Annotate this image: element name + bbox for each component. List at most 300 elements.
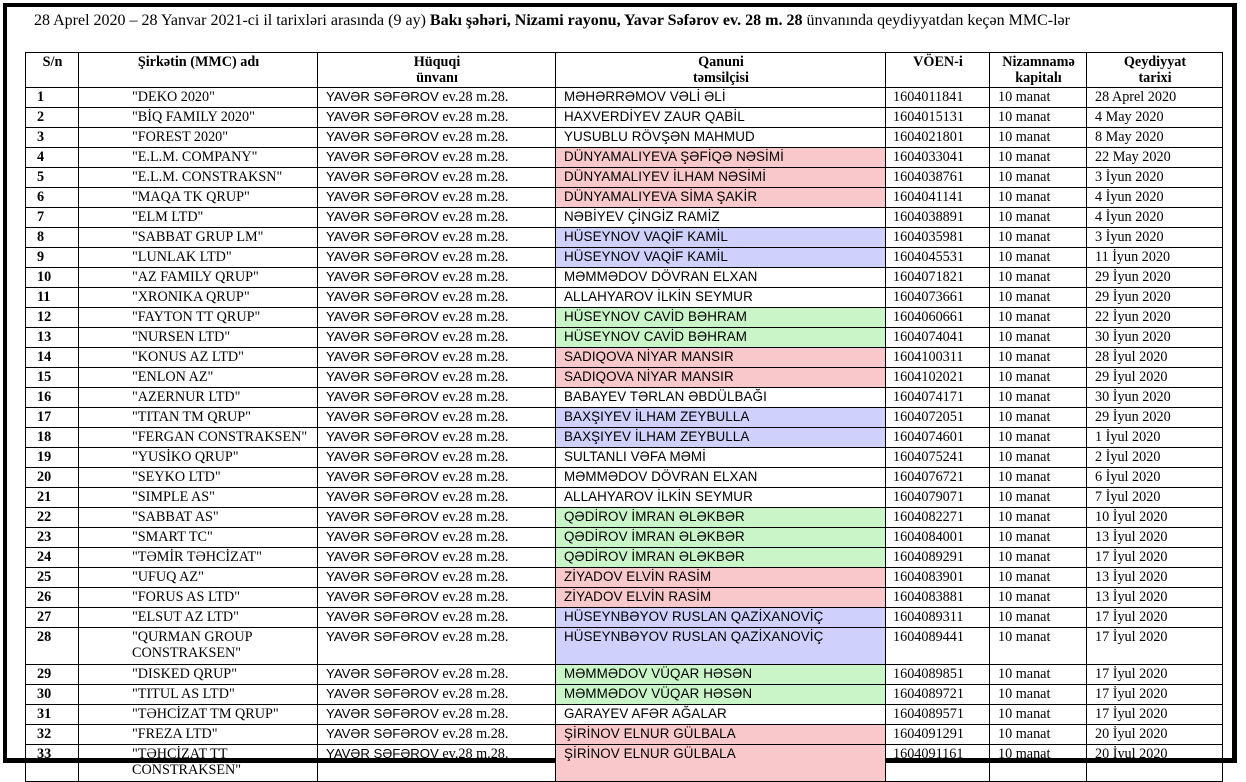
cell-address-number: ev.28 m.28. xyxy=(438,329,509,345)
cell-legal-address xyxy=(318,428,556,448)
header-charter-capital-line2: kapitalı xyxy=(1015,70,1062,86)
table-row xyxy=(26,268,1223,288)
cell-charter-capital: 10 manat xyxy=(990,508,1087,528)
cell-address-street: YAVƏR SƏFƏROV xyxy=(326,209,439,224)
cell-legal-representative: HÜSEYNBƏYOV RUSLAN QAZİXANOVİÇ xyxy=(556,608,886,628)
cell-address-number: ev.28 m.28. xyxy=(438,169,509,185)
cell-address-number: ev.28 m.28. xyxy=(438,149,509,165)
cell-address-number: ev.28 m.28. xyxy=(438,389,509,405)
cell-legal-representative: BABAYEV TƏRLAN ƏBDÜLBAĞI xyxy=(556,388,886,408)
header-legal-address-line2: ünvanı xyxy=(416,70,458,86)
cell-legal-address xyxy=(318,148,556,168)
cell-company-name: "TITUL AS LTD" xyxy=(79,685,318,705)
cell-registration-date: 13 İyul 2020 xyxy=(1087,588,1223,608)
cell-legal-address xyxy=(318,328,556,348)
cell-registration-date: 28 İyul 2020 xyxy=(1087,348,1223,368)
cell-legal-representative: SADIQOVA NİYAR MANSIR xyxy=(556,368,886,388)
table-row xyxy=(26,488,1223,508)
cell-voen: 1604035981 xyxy=(886,228,990,248)
cell-company-name: "FORUS AS LTD" xyxy=(79,588,318,608)
cell-address-street: YAVƏR SƏFƏROV xyxy=(326,489,439,504)
cell-company-name: "TƏHCİZAT TT CONSTRAKSEN" xyxy=(79,745,318,782)
table-row xyxy=(26,148,1223,168)
cell-company-name: "BİQ FAMILY 2020" xyxy=(79,108,318,128)
cell-sn: 9 xyxy=(26,248,79,268)
cell-address-number: ev.28 m.28. xyxy=(438,229,509,245)
cell-charter-capital: 10 manat xyxy=(990,128,1087,148)
table-row xyxy=(26,248,1223,268)
cell-address-street: YAVƏR SƏFƏROV xyxy=(326,109,439,124)
cell-address-number: ev.28 m.28. xyxy=(438,89,509,105)
cell-registration-date: 20 İyul 2020 xyxy=(1087,725,1223,745)
cell-address-number: ev.28 m.28. xyxy=(438,189,509,205)
cell-legal-address xyxy=(318,348,556,368)
cell-registration-date: 3 İyun 2020 xyxy=(1087,168,1223,188)
cell-address-number: ev.28 m.28. xyxy=(438,469,509,485)
cell-sn: 3 xyxy=(26,128,79,148)
cell-voen: 1604083881 xyxy=(886,588,990,608)
cell-address-street: YAVƏR SƏFƏROV xyxy=(326,129,439,144)
cell-voen: 1604089291 xyxy=(886,548,990,568)
cell-address-number: ev.28 m.28. xyxy=(438,549,509,565)
cell-charter-capital: 10 manat xyxy=(990,588,1087,608)
cell-registration-date: 20 İyul 2020 xyxy=(1087,745,1223,782)
cell-charter-capital: 10 manat xyxy=(990,168,1087,188)
cell-registration-date: 13 İyul 2020 xyxy=(1087,528,1223,548)
cell-address-street: YAVƏR SƏFƏROV xyxy=(326,726,439,741)
cell-voen: 1604089571 xyxy=(886,705,990,725)
cell-sn: 18 xyxy=(26,428,79,448)
cell-legal-representative: HÜSEYNOV VAQİF KAMİL xyxy=(556,248,886,268)
cell-address-number: ev.28 m.28. xyxy=(438,569,509,585)
cell-registration-date: 4 İyun 2020 xyxy=(1087,208,1223,228)
header-legal-address-line1: Hüquqi xyxy=(413,54,461,70)
cell-company-name: "YUSİKO QRUP" xyxy=(79,448,318,468)
cell-legal-representative: ALLAHYAROV İLKİN SEYMUR xyxy=(556,488,886,508)
cell-voen: 1604091291 xyxy=(886,725,990,745)
cell-address-number: ev.28 m.28. xyxy=(438,369,509,385)
cell-legal-address xyxy=(318,288,556,308)
cell-address-number: ev.28 m.28. xyxy=(438,686,509,702)
cell-legal-representative: DÜNYAMALIYEVA SİMA ŞAKİR xyxy=(556,188,886,208)
cell-registration-date: 17 İyul 2020 xyxy=(1087,548,1223,568)
cell-sn: 13 xyxy=(26,328,79,348)
cell-sn: 33 xyxy=(26,745,79,782)
cell-address-number: ev.28 m.28. xyxy=(438,726,509,742)
cell-address-number: ev.28 m.28. xyxy=(438,746,509,762)
cell-sn: 2 xyxy=(26,108,79,128)
cell-legal-representative: ŞİRİNOV ELNUR GÜLBALA xyxy=(556,745,886,782)
table-row xyxy=(26,628,1223,665)
cell-address-number: ev.28 m.28. xyxy=(438,409,509,425)
cell-company-name: "KONUS AZ LTD" xyxy=(79,348,318,368)
cell-sn: 31 xyxy=(26,705,79,725)
cell-legal-address xyxy=(318,388,556,408)
cell-address-number: ev.28 m.28. xyxy=(438,429,509,445)
cell-address-street: YAVƏR SƏFƏROV xyxy=(326,549,439,564)
cell-charter-capital: 10 manat xyxy=(990,328,1087,348)
cell-address-number: ev.28 m.28. xyxy=(438,666,509,682)
header-legal-representative-line1: Qanuni xyxy=(698,54,744,70)
cell-legal-address xyxy=(318,128,556,148)
cell-sn: 22 xyxy=(26,508,79,528)
header-voen: VÖEN-i xyxy=(886,53,990,88)
cell-company-name: "E.L.M. COMPANY" xyxy=(79,148,318,168)
cell-legal-representative: SADIQOVA NİYAR MANSIR xyxy=(556,348,886,368)
cell-sn: 12 xyxy=(26,308,79,328)
cell-company-name: "TƏHCİZAT TM QRUP" xyxy=(79,705,318,725)
cell-company-name: "QURMAN GROUP CONSTRAKSEN" xyxy=(79,628,318,665)
cell-address-street: YAVƏR SƏFƏROV xyxy=(326,229,439,244)
cell-company-name: "XRONIKA QRUP" xyxy=(79,288,318,308)
cell-charter-capital: 10 manat xyxy=(990,725,1087,745)
cell-charter-capital: 10 manat xyxy=(990,368,1087,388)
cell-legal-representative: GARAYEV AFƏR AĞALAR xyxy=(556,705,886,725)
cell-legal-representative: HÜSEYNOV CAVİD BƏHRAM xyxy=(556,308,886,328)
cell-company-name: "E.L.M. CONSTRAKSN" xyxy=(79,168,318,188)
page-title xyxy=(34,11,1224,31)
cell-registration-date: 11 İyun 2020 xyxy=(1087,248,1223,268)
cell-voen: 1604089851 xyxy=(886,665,990,685)
cell-company-name: "ELSUT AZ LTD" xyxy=(79,608,318,628)
cell-registration-date: 28 Aprel 2020 xyxy=(1087,88,1223,108)
cell-registration-date: 6 İyul 2020 xyxy=(1087,468,1223,488)
cell-voen: 1604084001 xyxy=(886,528,990,548)
cell-address-street: YAVƏR SƏFƏROV xyxy=(326,666,439,681)
cell-registration-date: 30 İyun 2020 xyxy=(1087,328,1223,348)
cell-charter-capital: 10 manat xyxy=(990,705,1087,725)
table-row xyxy=(26,168,1223,188)
cell-voen: 1604011841 xyxy=(886,88,990,108)
cell-legal-address xyxy=(318,628,556,665)
cell-legal-address xyxy=(318,408,556,428)
cell-company-name: "TƏMİR TƏHCİZAT" xyxy=(79,548,318,568)
cell-sn: 26 xyxy=(26,588,79,608)
cell-registration-date: 13 İyul 2020 xyxy=(1087,568,1223,588)
title-address: Bakı şəhəri, Nizami rayonu, Yavər Səfərov ev. 28 m. 28 xyxy=(429,12,803,29)
cell-legal-representative: HÜSEYNBƏYOV RUSLAN QAZİXANOVİÇ xyxy=(556,628,886,665)
cell-charter-capital: 10 manat xyxy=(990,248,1087,268)
cell-address-number: ev.28 m.28. xyxy=(438,509,509,525)
table-row xyxy=(26,528,1223,548)
table-row xyxy=(26,568,1223,588)
cell-legal-address xyxy=(318,248,556,268)
cell-sn: 20 xyxy=(26,468,79,488)
cell-address-number: ev.28 m.28. xyxy=(438,706,509,722)
cell-address-number: ev.28 m.28. xyxy=(438,289,509,305)
cell-company-name: "FREZA LTD" xyxy=(79,725,318,745)
cell-legal-address xyxy=(318,725,556,745)
cell-legal-address xyxy=(318,188,556,208)
table-row xyxy=(26,685,1223,705)
cell-registration-date: 17 İyul 2020 xyxy=(1087,705,1223,725)
cell-legal-representative: BAXŞIYEV İLHAM ZEYBULLA xyxy=(556,428,886,448)
cell-sn: 21 xyxy=(26,488,79,508)
cell-voen: 1604074041 xyxy=(886,328,990,348)
header-legal-representative xyxy=(556,53,886,88)
cell-company-name: "FOREST 2020" xyxy=(79,128,318,148)
cell-address-street: YAVƏR SƏFƏROV xyxy=(326,189,439,204)
cell-legal-representative: MƏMMƏDOV DÖVRAN ELXAN xyxy=(556,268,886,288)
cell-company-name: "LUNLAK LTD" xyxy=(79,248,318,268)
cell-legal-representative: SULTANLI VƏFA MƏMİ xyxy=(556,448,886,468)
cell-charter-capital: 10 manat xyxy=(990,448,1087,468)
cell-registration-date: 29 İyun 2020 xyxy=(1087,408,1223,428)
cell-sn: 24 xyxy=(26,548,79,568)
cell-sn: 14 xyxy=(26,348,79,368)
cell-legal-representative: QƏDİROV İMRAN ƏLƏKBƏR xyxy=(556,548,886,568)
cell-legal-address xyxy=(318,665,556,685)
table-row xyxy=(26,368,1223,388)
cell-charter-capital: 10 manat xyxy=(990,348,1087,368)
cell-charter-capital: 10 manat xyxy=(990,288,1087,308)
header-registration-date xyxy=(1087,53,1223,88)
cell-legal-address xyxy=(318,108,556,128)
cell-voen: 1604021801 xyxy=(886,128,990,148)
cell-address-street: YAVƏR SƏFƏROV xyxy=(326,569,439,584)
table-row xyxy=(26,508,1223,528)
cell-charter-capital: 10 manat xyxy=(990,665,1087,685)
cell-legal-representative: DÜNYAMALIYEV İLHAM NƏSİMİ xyxy=(556,168,886,188)
cell-company-name: "FAYTON TT QRUP" xyxy=(79,308,318,328)
cell-charter-capital: 10 manat xyxy=(990,608,1087,628)
cell-legal-representative: HÜSEYNOV CAVİD BƏHRAM xyxy=(556,328,886,348)
table-row xyxy=(26,328,1223,348)
cell-legal-address xyxy=(318,488,556,508)
cell-company-name: "SABBAT AS" xyxy=(79,508,318,528)
companies-table xyxy=(25,52,1223,782)
cell-registration-date: 17 İyul 2020 xyxy=(1087,628,1223,665)
cell-registration-date: 17 İyul 2020 xyxy=(1087,665,1223,685)
cell-sn: 4 xyxy=(26,148,79,168)
cell-sn: 8 xyxy=(26,228,79,248)
cell-legal-address xyxy=(318,508,556,528)
cell-address-street: YAVƏR SƏFƏROV xyxy=(326,149,439,164)
cell-registration-date: 10 İyul 2020 xyxy=(1087,508,1223,528)
cell-registration-date: 17 İyul 2020 xyxy=(1087,685,1223,705)
table-row xyxy=(26,208,1223,228)
cell-charter-capital: 10 manat xyxy=(990,188,1087,208)
cell-sn: 7 xyxy=(26,208,79,228)
cell-registration-date: 22 İyun 2020 xyxy=(1087,308,1223,328)
table-row xyxy=(26,388,1223,408)
cell-legal-representative: YUSUBLU RÖVŞƏN MAHMUD xyxy=(556,128,886,148)
cell-legal-address xyxy=(318,168,556,188)
cell-sn: 29 xyxy=(26,665,79,685)
cell-company-name: "FERGAN CONSTRAKSEN" xyxy=(79,428,318,448)
cell-legal-address xyxy=(318,745,556,782)
table-row xyxy=(26,228,1223,248)
cell-address-number: ev.28 m.28. xyxy=(438,609,509,625)
table-row xyxy=(26,88,1223,108)
cell-registration-date: 3 İyun 2020 xyxy=(1087,228,1223,248)
cell-registration-date: 29 İyun 2020 xyxy=(1087,288,1223,308)
cell-address-number: ev.28 m.28. xyxy=(438,209,509,225)
cell-registration-date: 22 May 2020 xyxy=(1087,148,1223,168)
cell-address-street: YAVƏR SƏFƏROV xyxy=(326,409,439,424)
cell-charter-capital: 10 manat xyxy=(990,388,1087,408)
cell-sn: 23 xyxy=(26,528,79,548)
cell-address-number: ev.28 m.28. xyxy=(438,349,509,365)
cell-voen: 1604102021 xyxy=(886,368,990,388)
cell-legal-representative: ZİYADOV ELVİN RASİM xyxy=(556,568,886,588)
cell-charter-capital: 10 manat xyxy=(990,148,1087,168)
cell-voen: 1604071821 xyxy=(886,268,990,288)
cell-legal-address xyxy=(318,705,556,725)
cell-sn: 16 xyxy=(26,388,79,408)
table-header-row xyxy=(26,53,1223,88)
header-charter-capital xyxy=(990,53,1087,88)
cell-legal-representative: QƏDİROV İMRAN ƏLƏKBƏR xyxy=(556,508,886,528)
cell-address-street: YAVƏR SƏFƏROV xyxy=(326,89,439,104)
table-row xyxy=(26,408,1223,428)
cell-sn: 25 xyxy=(26,568,79,588)
cell-address-street: YAVƏR SƏFƏROV xyxy=(326,509,439,524)
cell-legal-address xyxy=(318,208,556,228)
cell-address-number: ev.28 m.28. xyxy=(438,529,509,545)
cell-address-number: ev.28 m.28. xyxy=(438,309,509,325)
cell-charter-capital: 10 manat xyxy=(990,628,1087,665)
cell-address-street: YAVƏR SƏFƏROV xyxy=(326,589,439,604)
cell-charter-capital: 10 manat xyxy=(990,548,1087,568)
cell-legal-address xyxy=(318,608,556,628)
cell-voen: 1604089721 xyxy=(886,685,990,705)
cell-voen: 1604075241 xyxy=(886,448,990,468)
cell-registration-date: 8 May 2020 xyxy=(1087,128,1223,148)
cell-charter-capital: 10 manat xyxy=(990,308,1087,328)
cell-legal-representative: MƏMMƏDOV VÜQAR HƏSƏN xyxy=(556,665,886,685)
cell-voen: 1604074171 xyxy=(886,388,990,408)
cell-voen: 1604089311 xyxy=(886,608,990,628)
table-body xyxy=(26,88,1223,782)
cell-registration-date: 29 İyul 2020 xyxy=(1087,368,1223,388)
cell-registration-date: 1 İyul 2020 xyxy=(1087,428,1223,448)
cell-legal-representative: MƏHƏRRƏMOV VƏLİ ƏLİ xyxy=(556,88,886,108)
cell-company-name: "AZERNUR LTD" xyxy=(79,388,318,408)
cell-company-name: "ENLON AZ" xyxy=(79,368,318,388)
table-row xyxy=(26,308,1223,328)
cell-voen: 1604033041 xyxy=(886,148,990,168)
cell-voen: 1604038761 xyxy=(886,168,990,188)
cell-charter-capital: 10 manat xyxy=(990,228,1087,248)
cell-voen: 1604038891 xyxy=(886,208,990,228)
cell-address-number: ev.28 m.28. xyxy=(438,249,509,265)
cell-charter-capital: 10 manat xyxy=(990,88,1087,108)
table-row xyxy=(26,348,1223,368)
cell-voen: 1604082271 xyxy=(886,508,990,528)
cell-voen: 1604083901 xyxy=(886,568,990,588)
cell-company-name: "SABBAT GRUP LM" xyxy=(79,228,318,248)
cell-charter-capital: 10 manat xyxy=(990,745,1087,782)
cell-legal-representative: HAXVERDİYEV ZAUR QABİL xyxy=(556,108,886,128)
header-company-name: Şirkətin (MMC) adı xyxy=(79,53,318,88)
table-row xyxy=(26,448,1223,468)
cell-legal-representative: QƏDİROV İMRAN ƏLƏKBƏR xyxy=(556,528,886,548)
cell-legal-representative: ŞİRİNOV ELNUR GÜLBALA xyxy=(556,725,886,745)
cell-voen: 1604079071 xyxy=(886,488,990,508)
header-registration-date-line2: tarixi xyxy=(1138,70,1172,86)
table-row xyxy=(26,468,1223,488)
cell-legal-address xyxy=(318,268,556,288)
cell-legal-representative: MƏMMƏDOV DÖVRAN ELXAN xyxy=(556,468,886,488)
cell-address-street: YAVƏR SƏFƏROV xyxy=(326,746,439,761)
table-row xyxy=(26,428,1223,448)
cell-sn: 30 xyxy=(26,685,79,705)
cell-address-street: YAVƏR SƏFƏROV xyxy=(326,429,439,444)
cell-sn: 19 xyxy=(26,448,79,468)
cell-legal-address xyxy=(318,228,556,248)
cell-charter-capital: 10 manat xyxy=(990,528,1087,548)
cell-address-street: YAVƏR SƏFƏROV xyxy=(326,329,439,344)
cell-address-street: YAVƏR SƏFƏROV xyxy=(326,389,439,404)
cell-company-name: "SEYKO LTD" xyxy=(79,468,318,488)
cell-company-name: "UFUQ AZ" xyxy=(79,568,318,588)
cell-charter-capital: 10 manat xyxy=(990,208,1087,228)
cell-address-street: YAVƏR SƏFƏROV xyxy=(326,629,439,644)
cell-voen: 1604076721 xyxy=(886,468,990,488)
cell-legal-representative: ZİYADOV ELVİN RASİM xyxy=(556,588,886,608)
table-row xyxy=(26,588,1223,608)
header-registration-date-line1: Qeydiyyat xyxy=(1123,54,1187,70)
cell-address-street: YAVƏR SƏFƏROV xyxy=(326,529,439,544)
cell-charter-capital: 10 manat xyxy=(990,268,1087,288)
table-row xyxy=(26,745,1223,782)
table-row xyxy=(26,608,1223,628)
cell-address-street: YAVƏR SƏFƏROV xyxy=(326,706,439,721)
cell-sn: 11 xyxy=(26,288,79,308)
cell-address-street: YAVƏR SƏFƏROV xyxy=(326,249,439,264)
cell-legal-address xyxy=(318,685,556,705)
cell-address-street: YAVƏR SƏFƏROV xyxy=(326,609,439,624)
cell-legal-address xyxy=(318,308,556,328)
title-suffix: ünvanında qeydiyyatdan keçən MMC-lər xyxy=(802,12,1070,29)
cell-address-street: YAVƏR SƏFƏROV xyxy=(326,169,439,184)
cell-legal-address xyxy=(318,448,556,468)
cell-company-name: "SMART TC" xyxy=(79,528,318,548)
cell-company-name: "DEKO 2020" xyxy=(79,88,318,108)
cell-legal-representative: DÜNYAMALIYEVA ŞƏFİQƏ NƏSİMİ xyxy=(556,148,886,168)
cell-sn: 15 xyxy=(26,368,79,388)
cell-charter-capital: 10 manat xyxy=(990,408,1087,428)
cell-voen: 1604100311 xyxy=(886,348,990,368)
cell-voen: 1604089441 xyxy=(886,628,990,665)
table-row xyxy=(26,725,1223,745)
header-charter-capital-line1: Nizamnamə xyxy=(1002,54,1075,70)
cell-sn: 32 xyxy=(26,725,79,745)
header-legal-representative-line2: təmsilçisi xyxy=(693,70,749,86)
cell-voen: 1604074601 xyxy=(886,428,990,448)
title-prefix: 28 Aprel 2020 – 28 Yanvar 2021-ci il tarixləri arasında (9 ay) xyxy=(34,12,430,29)
cell-sn: 5 xyxy=(26,168,79,188)
cell-address-number: ev.28 m.28. xyxy=(438,629,509,645)
table-row xyxy=(26,705,1223,725)
cell-legal-address xyxy=(318,468,556,488)
table-row xyxy=(26,108,1223,128)
cell-charter-capital: 10 manat xyxy=(990,468,1087,488)
cell-address-street: YAVƏR SƏFƏROV xyxy=(326,686,439,701)
cell-company-name: "TITAN TM QRUP" xyxy=(79,408,318,428)
cell-address-number: ev.28 m.28. xyxy=(438,129,509,145)
cell-legal-representative: MƏMMƏDOV VÜQAR HƏSƏN xyxy=(556,685,886,705)
cell-address-number: ev.28 m.28. xyxy=(438,489,509,505)
cell-registration-date: 7 İyul 2020 xyxy=(1087,488,1223,508)
cell-sn: 28 xyxy=(26,628,79,665)
cell-voen: 1604045531 xyxy=(886,248,990,268)
cell-charter-capital: 10 manat xyxy=(990,488,1087,508)
cell-address-street: YAVƏR SƏFƏROV xyxy=(326,289,439,304)
cell-legal-address xyxy=(318,528,556,548)
cell-sn: 10 xyxy=(26,268,79,288)
